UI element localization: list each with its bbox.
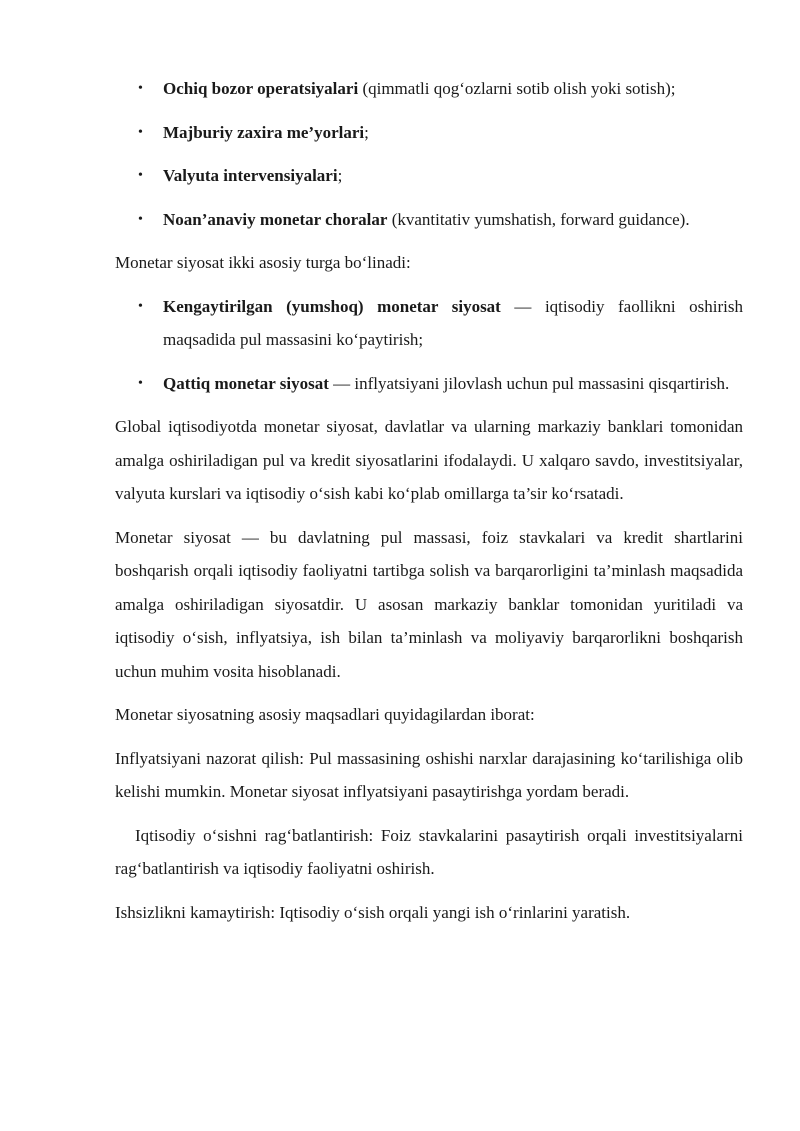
list-item (115, 72, 743, 106)
list-item (115, 203, 743, 237)
list-item-text: — inflyatsiyani jilovlash uchun pul massasini qisqartirish. (328, 373, 730, 393)
document-page (115, 72, 743, 939)
list-item-title: Valyuta intervensiyalari (163, 166, 338, 185)
list-item-title: Majburiy zaxira me’yorlari (163, 122, 365, 142)
definition-paragraph: Monetar siyosat — bu davlatning pul massasi, foiz stavkalari va kredit shartlarini boshqarish orqali iqtisodiy faoliyatni tartibga solish va barqarorligini ta’minlash maqsadida amalga oshiriladigan siyosatdir. U asosan markaziy banklar tomonidan yuritiladi va iqtisodiy o‘sish, inflyatsiya, ish bilan ta’minlash va moliyaviy barqarorlikni boshqarish uchun muhim vosita hisoblanadi. (115, 527, 743, 681)
bullet-icon: • (138, 124, 143, 140)
list-item-text: (qimmatli qog‘ozlarni sotib olish yoki sotish); (358, 79, 676, 98)
policy-types-list (115, 290, 743, 401)
list-item-title: Noan’anaviy monetar choralar (163, 209, 388, 229)
list-item-text: — iqtisodiy faollikni oshirish maqsadida pul massasini ko‘paytirish; (163, 296, 743, 349)
bullet-icon: • (138, 375, 143, 391)
policy-tools-list (115, 72, 743, 236)
types-intro-paragraph: Monetar siyosat ikki asosiy turga bo‘linadi: (115, 253, 411, 272)
list-item-text: ; (364, 122, 369, 142)
bullet-icon: • (138, 81, 143, 96)
bullet-icon: • (138, 211, 143, 227)
list-item-title: Qattiq monetar siyosat (163, 373, 329, 393)
list-item-text: ; (337, 166, 343, 185)
bullet-icon: • (138, 298, 143, 314)
list-item-title: Ochiq bozor operatsiyalari (163, 79, 359, 98)
list-item (115, 116, 743, 150)
list-item (115, 159, 743, 193)
list-item (115, 290, 743, 357)
list-item-text: (kvantitativ yumshatish, forward guidance). (387, 209, 690, 229)
list-item (115, 367, 743, 401)
inflation-paragraph: Inflyatsiyani nazorat qilish: Pul massasining oshishi narxlar darajasining ko‘tarilishiga olib kelishi mumkin. Monetar siyosat inflyatsiyani pasaytirishga yordam beradi. (115, 748, 743, 801)
unemployment-paragraph: Ishsizlikni kamaytirish: Iqtisodiy o‘sish orqali yangi ish o‘rinlarini yaratish. (115, 902, 631, 922)
global-paragraph: Global iqtisodiyotda monetar siyosat, davlatlar va ularning markaziy banklari tomonidan amalga oshiriladigan pul va kredit siyosatlarini ifodalaydi. U xalqaro savdo, investitsiyalar, valyuta kurslari va iqtisodiy o‘sish kabi ko‘plab omillarga ta’sir ko‘rsatadi. (115, 417, 743, 503)
list-item-title: Kengaytirilgan (yumshoq) monetar siyosat (163, 296, 501, 316)
growth-paragraph: Iqtisodiy o‘sishni rag‘batlantirish: Foiz stavkalarini pasaytirish orqali investitsiyalarni rag‘batlantirish va iqtisodiy faoliyatni oshirish. (115, 825, 743, 878)
bullet-icon: • (138, 168, 143, 183)
goals-intro-paragraph: Monetar siyosatning asosiy maqsadlari quyidagilardan iborat: (115, 705, 535, 724)
